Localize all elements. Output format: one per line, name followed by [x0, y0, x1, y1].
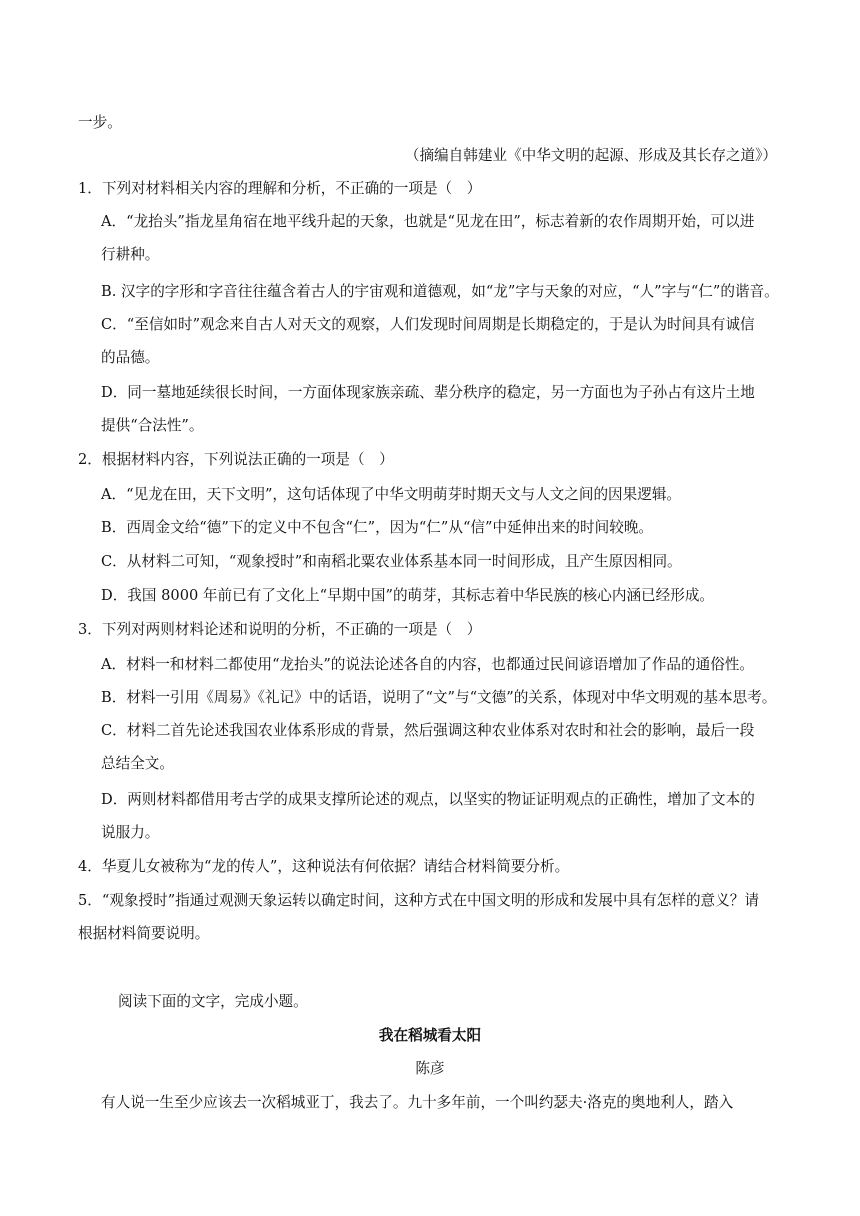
article-first-line: 有人说一生至少应该去一次稻城亚丁，我去了。九十多年前，一个叫约瑟夫·洛克的奥地利人，踏入 — [101, 1094, 734, 1111]
question-4: 4．华夏儿女被称为“龙的传人”，这种说法有何依据？请结合材料简要分析。 — [78, 858, 570, 875]
q1-option-c-line2: 的品德。 — [101, 349, 160, 366]
q2-option-b: B．西周金文给“德”下的定义中不包含“仁”，因为“仁”从“信”中延伸出来的时间较晚。 — [101, 519, 654, 536]
q3-option-c-line1: C．材料二首先论述我国农业体系形成的背景，然后强调这种农业体系对农时和社会的影响，最后一段 — [101, 722, 755, 739]
q1-option-a-line2: 行耕种。 — [101, 246, 160, 263]
q2-option-d: D．我国 8000 年前已有了文化上“早期中国”的萌芽，其标志着中华民族的核心内涵已经形成。 — [101, 587, 715, 604]
question-2-stem: 2．根据材料内容，下列说法正确的一项是（ ） — [78, 451, 394, 468]
q3-option-c-line2: 总结全文。 — [101, 755, 174, 772]
reading-instruction: 阅读下面的文字，完成小题。 — [118, 993, 308, 1010]
q1-option-b: B. 汉字的字形和字音往往蕴含着古人的宇宙观和道德观，如“龙”字与天象的对应，“人”字与“仁”的谐音。 — [101, 283, 779, 300]
question-1-stem: 1．下列对材料相关内容的理解和分析，不正确的一项是（ ） — [78, 180, 482, 197]
q1-option-a-line1: A．“龙抬头”指龙星角宿在地平线升起的天象，也就是“见龙在田”，标志着新的农作周期开始，可以进 — [101, 213, 755, 230]
source-citation: （摘编自韩建业《中华文明的起源、形成及其长存之道》） — [404, 147, 777, 164]
q2-option-c: C．从材料二可知，“观象授时”和南稻北粟农业体系基本同一时间形成，且产生原因相同。 — [101, 553, 682, 570]
q3-option-b: B．材料一引用《周易》《礼记》中的话语，说明了“文”与“文德”的关系，体现对中华文明观的基本思考。 — [101, 689, 777, 706]
q1-option-d-line1: D．同一墓地延续很长时间，一方面体现家族亲疏、辈分秩序的稳定，另一方面也为子孙占有这片土地 — [101, 384, 755, 401]
article-author: 陈彦 — [415, 1060, 445, 1077]
q3-option-d-line1: D．两则材料都借用考古学的成果支撑所论述的观点，以坚实的物证证明观点的正确性，增加了文本的 — [101, 791, 755, 808]
question-5-line2: 根据材料简要说明。 — [78, 925, 210, 942]
q3-option-a: A．材料一和材料二都使用“龙抬头”的说法论述各自的内容，也都通过民间谚语增加了作品的通俗性。 — [101, 656, 754, 673]
continuation-text: 一步。 — [78, 114, 122, 131]
q2-option-a: A．“见龙在田，天下文明”，这句话体现了中华文明萌芽时期天文与人文之间的因果逻辑。 — [101, 486, 682, 503]
q1-option-c-line1: C．“至信如时”观念来自古人对天文的观察，人们发现时间周期是长期稳定的，于是认为时间具有诚信 — [101, 316, 755, 333]
q3-option-d-line2: 说服力。 — [101, 824, 160, 841]
q1-option-d-line2: 提供“合法性”。 — [101, 417, 204, 434]
question-3-stem: 3．下列对两则材料论述和说明的分析，不正确的一项是（ ） — [78, 621, 482, 638]
question-5-line1: 5．“观象授时”指通过观测天象运转以确定时间，这种方式在中国文明的形成和发展中具有怎样的意义？请 — [78, 892, 759, 909]
article-title: 我在稻城看太阳 — [378, 1027, 482, 1044]
